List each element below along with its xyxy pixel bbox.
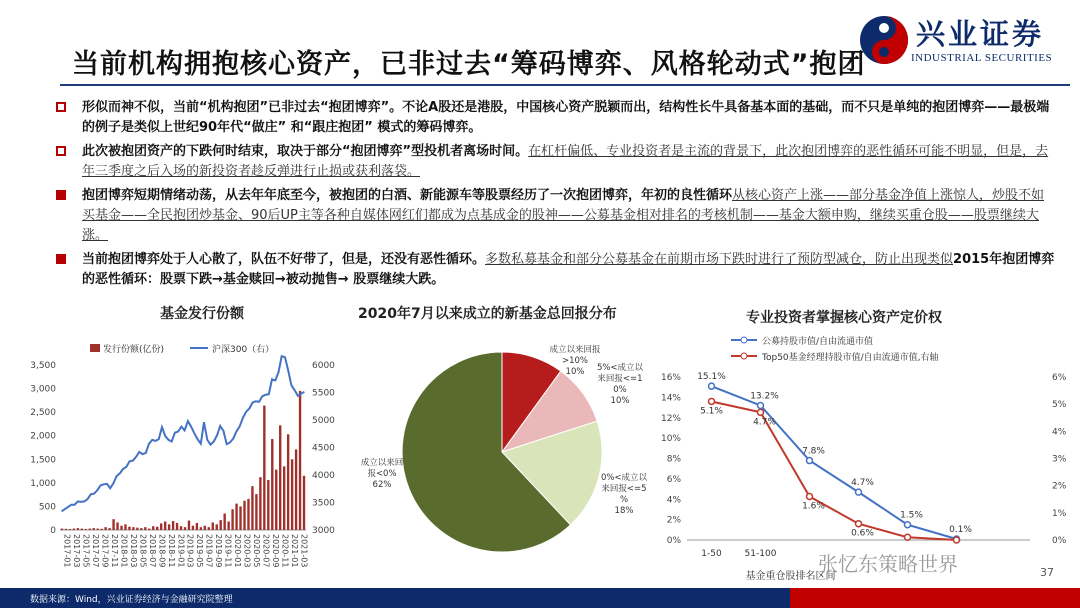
bar bbox=[69, 529, 71, 530]
bar bbox=[124, 524, 126, 530]
pie-label: 0% bbox=[613, 385, 627, 395]
x-tick-label: 2019-05 bbox=[195, 534, 205, 568]
data-point bbox=[807, 458, 813, 464]
bar bbox=[231, 509, 233, 530]
bar bbox=[180, 526, 182, 530]
bar bbox=[212, 522, 214, 530]
legend-label: 公募持股市值/自由流通市值 bbox=[762, 337, 874, 347]
y2-tick-label: 4000 bbox=[312, 471, 335, 481]
bullet-item bbox=[56, 250, 1056, 290]
bar bbox=[223, 514, 225, 531]
y2-tick-label: 5500 bbox=[312, 388, 335, 399]
x-tick-label: 2018-11 bbox=[166, 534, 176, 568]
bar bbox=[156, 527, 158, 530]
y-tick-label: 500 bbox=[38, 502, 56, 513]
bar bbox=[247, 499, 249, 530]
bullet-text: 在杠杆偏低、专业投资者是主流的背景下，此次抱团博弈的恶性循环可能不明显，但是，去年三季度之后入场的新投资者趁反弹进行止损或获利落袋。 bbox=[82, 144, 1049, 179]
bar bbox=[61, 529, 63, 530]
x-tick-label: 1-50 bbox=[701, 549, 722, 559]
bar bbox=[243, 501, 245, 530]
y2-tick-label: 4% bbox=[1052, 427, 1067, 438]
y2-tick-label: 6% bbox=[1052, 373, 1067, 383]
data-point bbox=[758, 409, 764, 415]
bullet-text: 2015年抱团博弈的恶性循环：股票下跌→基金赎回→被动抛售→ 股票继续大跌。 bbox=[82, 252, 1055, 287]
bar bbox=[216, 524, 218, 530]
return-distribution-pie bbox=[340, 330, 670, 560]
y2-tick-label: 0% bbox=[1052, 536, 1067, 546]
bar bbox=[200, 527, 202, 530]
data-label: 1.5% bbox=[900, 510, 923, 521]
bar bbox=[132, 527, 134, 530]
y2-tick-label: 5000 bbox=[312, 416, 335, 426]
bar bbox=[303, 476, 305, 530]
y-tick-label: 3,000 bbox=[30, 384, 56, 395]
pie-label: 5%<成立以 bbox=[596, 363, 644, 373]
bar bbox=[287, 434, 289, 530]
y2-tick-label: 3000 bbox=[312, 526, 335, 536]
bar bbox=[172, 521, 174, 530]
data-label: 5.1% bbox=[700, 406, 723, 417]
legend-bar-swatch bbox=[90, 344, 100, 352]
footer-bar bbox=[0, 588, 790, 608]
pie-label: % bbox=[619, 495, 629, 505]
pie-label: 成立以来回报 bbox=[549, 345, 601, 355]
y-tick-label: 2,500 bbox=[30, 408, 56, 419]
y2-tick-label: 6000 bbox=[312, 361, 335, 371]
fund-issuance-chart bbox=[20, 330, 350, 568]
legend-line-label: 沪深300（右） bbox=[212, 345, 275, 355]
legend-bar-label: 发行份额(亿份) bbox=[103, 345, 165, 355]
pie-label: 18% bbox=[614, 506, 634, 516]
footer-source: 数据来源：Wind，兴业证券经济与金融研究院整理 bbox=[30, 595, 233, 605]
bullet-item bbox=[56, 186, 1056, 246]
bar bbox=[100, 529, 102, 530]
x-tick-label: 2021-03 bbox=[299, 534, 309, 568]
y-tick-label: 4% bbox=[666, 495, 681, 506]
bullet-text: 形似而神不似，当前“机构抱团”已非过去“抱团博弈”。不论A股还是港股，中国核心资产脱颖而出，结构性长牛具备基本面的基础，而不只是单纯的抱团博弈——最极端的例子是类似上世纪90年代“做庄” 和“跟庄抱团” 模式的筹码博弈。 bbox=[82, 100, 1050, 135]
data-label: 13.2% bbox=[750, 391, 779, 402]
legend-marker bbox=[741, 337, 747, 343]
bar bbox=[112, 519, 114, 530]
y-tick-label: 2% bbox=[666, 515, 681, 526]
chart1-title: 基金发行份额 bbox=[160, 306, 244, 322]
y-tick-label: 0 bbox=[50, 526, 56, 536]
bar bbox=[279, 425, 281, 530]
core-asset-pricing-chart bbox=[660, 325, 1075, 585]
chart3-title: 专业投资者掌握核心资产定价权 bbox=[746, 310, 942, 326]
bar bbox=[89, 529, 91, 530]
bar bbox=[136, 528, 138, 530]
bar bbox=[116, 522, 118, 530]
logo-text-cn: 兴业证券 bbox=[916, 17, 1045, 51]
data-point bbox=[807, 494, 813, 500]
bar bbox=[263, 406, 265, 530]
data-point bbox=[856, 521, 862, 527]
x-tick-label: 2017-05 bbox=[81, 534, 91, 568]
y2-tick-label: 2% bbox=[1052, 481, 1067, 492]
bar bbox=[227, 522, 229, 530]
bar bbox=[65, 529, 67, 530]
y2-tick-label: 5% bbox=[1052, 400, 1067, 411]
y-tick-label: 1,500 bbox=[30, 455, 56, 466]
bar bbox=[108, 528, 110, 530]
x-tick-label: 2018-07 bbox=[147, 534, 157, 568]
x-tick-label: 2017-01 bbox=[62, 534, 72, 568]
bar bbox=[299, 391, 301, 530]
bar bbox=[267, 480, 269, 530]
title-divider bbox=[60, 84, 1070, 86]
data-label: 1.6% bbox=[802, 501, 825, 512]
bullet-square-icon bbox=[56, 146, 66, 156]
bar bbox=[295, 449, 297, 530]
y-tick-label: 16% bbox=[660, 373, 681, 383]
data-label: 4.7% bbox=[753, 417, 776, 428]
y-tick-label: 10% bbox=[660, 434, 681, 445]
bullet-item bbox=[56, 98, 1056, 138]
data-label: 15.1% bbox=[697, 372, 726, 383]
data-label: 4.7% bbox=[851, 478, 874, 489]
bar bbox=[140, 528, 142, 530]
bar bbox=[192, 526, 194, 530]
bullet-square-icon bbox=[56, 254, 66, 264]
bar bbox=[104, 527, 106, 530]
pie-label: 10% bbox=[565, 367, 585, 377]
bar bbox=[204, 526, 206, 530]
pie-label: 来回报<=5 bbox=[601, 484, 647, 494]
y-tick-label: 8% bbox=[666, 454, 681, 465]
page-number: 37 bbox=[1040, 566, 1054, 579]
bullet-square-icon bbox=[56, 102, 66, 112]
x-axis-title: 基金重仓股排名区间 bbox=[745, 571, 836, 582]
x-tick-label: 2019-09 bbox=[214, 534, 224, 568]
y-tick-label: 0% bbox=[666, 536, 681, 546]
bar bbox=[271, 439, 273, 530]
x-tick-label: 2017-07 bbox=[91, 534, 101, 568]
x-tick-label: 2019-11 bbox=[223, 534, 233, 568]
x-tick-label: 2019-01 bbox=[176, 534, 186, 568]
bar bbox=[235, 504, 237, 530]
x-tick-label: 2017-03 bbox=[72, 534, 82, 568]
bar bbox=[220, 520, 222, 530]
data-point bbox=[905, 534, 911, 540]
bar bbox=[85, 529, 87, 530]
bar bbox=[184, 527, 186, 530]
page-title: 当前机构拥抱核心资产，已非过去“筹码博弈、风格轮动式”抱团 bbox=[72, 49, 866, 80]
bar bbox=[97, 529, 99, 530]
y2-tick-label: 3500 bbox=[312, 498, 335, 509]
legend-marker bbox=[741, 353, 747, 359]
x-tick-label: 2020-01 bbox=[233, 534, 243, 568]
y-tick-label: 12% bbox=[660, 413, 681, 424]
x-tick-label: 2018-01 bbox=[119, 534, 129, 568]
data-point bbox=[709, 398, 715, 404]
bar bbox=[291, 459, 293, 530]
bullet-text: 此次被抱团资产的下跌何时结束，取决于部分“抱团博弈”型投机者离场时间。 bbox=[82, 144, 529, 159]
bullet-text: 从核心资产上涨——部分基金净值上涨惊人，炒股不如买基金——全民抱团炒基金、90后UP主等各种自媒体网红们都成为点基成金的股神——公募基金相对排名的考核机制——基金大额申购，继续买重仓股——股票继续大涨。 bbox=[82, 188, 1045, 243]
footer-accent bbox=[790, 588, 1080, 608]
x-tick-label: 2020-05 bbox=[251, 534, 261, 568]
x-tick-label: 2018-09 bbox=[157, 534, 167, 568]
pie-label: 10% bbox=[610, 396, 630, 406]
bar bbox=[196, 523, 198, 530]
pie-label: 报<0% bbox=[367, 469, 397, 479]
pie-label: >10% bbox=[561, 356, 589, 366]
data-point bbox=[758, 403, 764, 409]
x-tick-label: 2017-09 bbox=[100, 534, 110, 568]
x-tick-label: 2020-09 bbox=[270, 534, 280, 568]
bullet-square-icon bbox=[56, 190, 66, 200]
bar bbox=[251, 486, 253, 530]
bar bbox=[275, 470, 277, 530]
y-tick-label: 2,000 bbox=[30, 431, 56, 442]
x-tick-label: 2019-07 bbox=[204, 534, 214, 568]
bar bbox=[144, 527, 146, 530]
bullet-text: 抱团博弈短期情绪动荡，从去年年底至今，被抱团的白酒、新能源车等股票经历了一次抱团博弈，年初的良性循环 bbox=[82, 188, 733, 203]
x-tick-label: 2019-03 bbox=[185, 534, 195, 568]
data-point bbox=[905, 522, 911, 528]
data-label: 7.8% bbox=[802, 446, 825, 457]
x-tick-label: 2020-03 bbox=[242, 534, 252, 568]
company-logo bbox=[856, 10, 1070, 70]
logo-text-en: INDUSTRIAL SECURITIES bbox=[911, 52, 1053, 64]
bar bbox=[148, 529, 150, 530]
y-tick-label: 6% bbox=[666, 474, 681, 485]
bar bbox=[81, 529, 83, 530]
bullet-text: 当前抱团博弈处于人心散了，队伍不好带了，但是，还没有恶性循环。 bbox=[82, 252, 486, 267]
bar bbox=[160, 523, 162, 530]
bar bbox=[164, 522, 166, 530]
data-point bbox=[856, 489, 862, 495]
chart2-title: 2020年7月以来成立的新基金总回报分布 bbox=[358, 306, 617, 322]
bar bbox=[120, 526, 122, 530]
bar bbox=[77, 528, 79, 530]
bar bbox=[73, 529, 75, 530]
data-point bbox=[954, 537, 960, 543]
y2-tick-label: 4500 bbox=[312, 443, 335, 454]
bar bbox=[152, 526, 154, 530]
bar bbox=[255, 494, 257, 530]
bar bbox=[188, 521, 190, 530]
data-point bbox=[709, 383, 715, 389]
y-tick-label: 14% bbox=[660, 393, 681, 404]
x-tick-label: 2020-11 bbox=[280, 534, 290, 568]
bullet-text: 多数私募基金和部分公募基金在前期市场下跌时进行了预防型减仓，防止出现类似 bbox=[485, 252, 954, 267]
pie-label: 0%<成立以 bbox=[600, 473, 648, 483]
bar bbox=[93, 528, 95, 530]
y2-tick-label: 1% bbox=[1052, 508, 1067, 519]
x-tick-label: 2017-11 bbox=[110, 534, 120, 568]
x-tick-label: 2018-05 bbox=[138, 534, 148, 568]
bar bbox=[283, 466, 285, 530]
pie-label: 62% bbox=[372, 480, 392, 490]
data-label: 0.1% bbox=[949, 524, 972, 535]
bullet-list bbox=[56, 98, 1056, 294]
bar bbox=[208, 527, 210, 530]
bar bbox=[176, 523, 178, 530]
pie-label: 成立以来回 bbox=[360, 458, 404, 468]
x-tick-label: 51-100 bbox=[744, 549, 777, 559]
data-label: 0.6% bbox=[851, 528, 874, 539]
legend-label: Top50基金经理持股市值/自由流通市值,右轴 bbox=[762, 353, 939, 363]
x-tick-label: 2021-01 bbox=[289, 534, 299, 568]
bar bbox=[259, 477, 261, 530]
x-tick-label: 2020-07 bbox=[261, 534, 271, 568]
watermark: 张忆东策略世界 bbox=[818, 552, 958, 576]
bullet-item bbox=[56, 142, 1056, 182]
pie-label: 来回报<=1 bbox=[597, 374, 643, 384]
y2-tick-label: 3% bbox=[1052, 454, 1067, 465]
x-tick-label: 2018-03 bbox=[128, 534, 138, 568]
y-tick-label: 1,000 bbox=[30, 478, 56, 489]
bar bbox=[168, 524, 170, 530]
bar bbox=[239, 506, 241, 530]
bar bbox=[128, 527, 130, 530]
y-tick-label: 3,500 bbox=[30, 361, 56, 371]
